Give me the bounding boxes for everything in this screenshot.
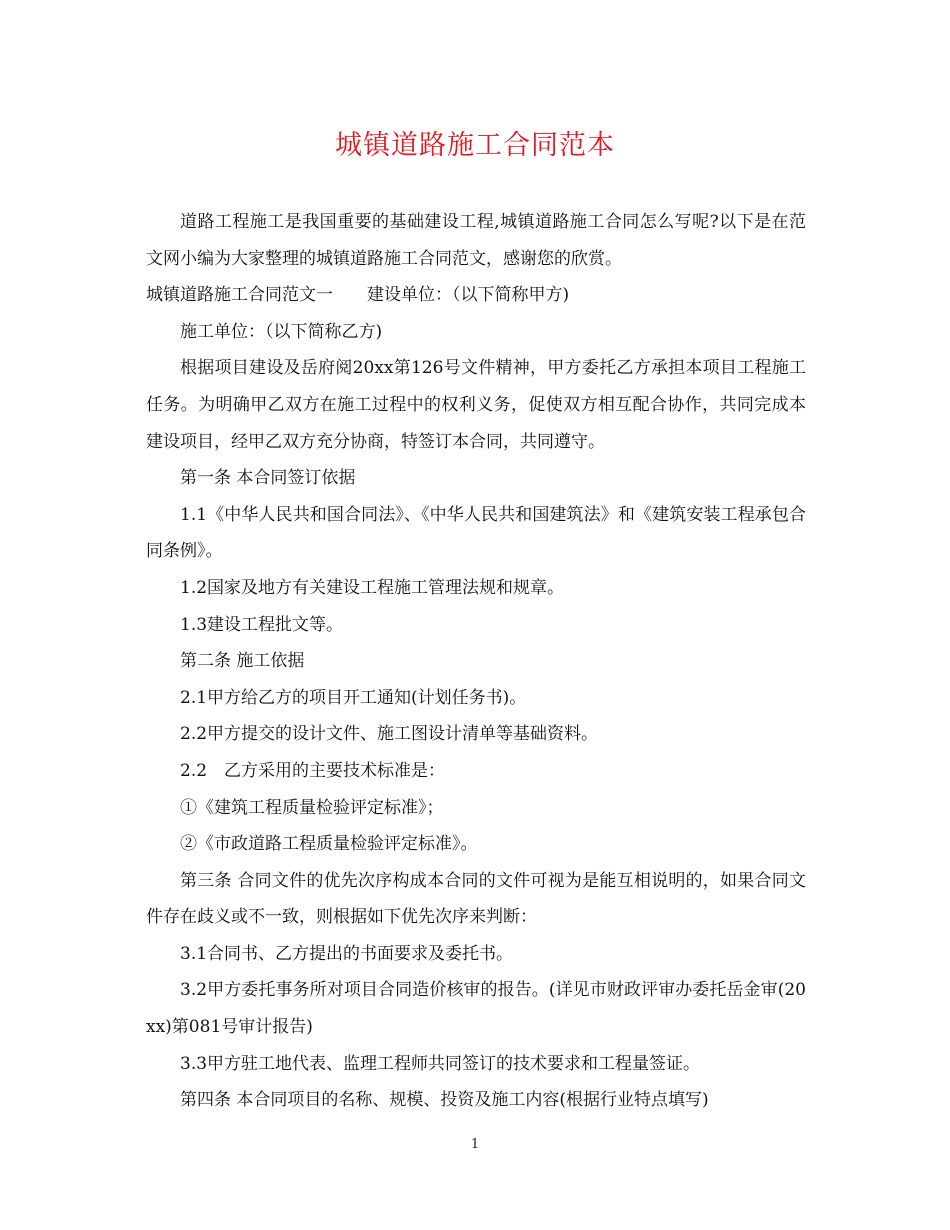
standard-item-2: ②《市政道路工程质量检验评定标准》。	[180, 834, 478, 855]
page-number: 1	[470, 1137, 480, 1152]
clause-2-2-standards: 2.2 乙方采用的主要技术标准是：	[180, 760, 446, 781]
contractor-line: 施工单位：（以下简称乙方)	[180, 321, 383, 342]
document-title: 城镇道路施工合同范本	[335, 130, 615, 161]
clause-1-2: 1.2国家及地方有关建设工程施工管理法规和规章。	[180, 577, 565, 598]
article-one-heading: 第一条 本合同签订依据	[180, 468, 356, 489]
article-three-paragraph: 第三条 合同文件的优先次序构成本合同的文件可视为是能互相说明的，如果合同文件存在歧义或不一致，则根据如下优先次序来判断：	[146, 870, 806, 928]
clause-2-2: 2.2甲方提交的设计文件、施工图设计清单等基础资料。	[180, 724, 599, 745]
preamble-paragraph: 根据项目建设及岳府阅20xx第126号文件精神，甲方委托乙方承担本项目工程施工任务。为明确甲乙双方在施工过程中的权利义务，促使双方相互配合协作，共同完成本建设项目，经甲乙双方充分协商，特签订本合同，共同遵守。	[146, 358, 806, 452]
article-four-heading: 第四条 本合同项目的名称、规模、投资及施工内容(根据行业特点填写)	[180, 1090, 709, 1111]
contract-sample-heading: 城镇道路施工合同范文一 建设单位：（以下简称甲方)	[146, 285, 570, 306]
clause-1-3: 1.3建设工程批文等。	[180, 614, 344, 635]
document-body	[146, 204, 806, 1119]
clause-3-1: 3.1合同书、乙方提出的书面要求及委托书。	[180, 943, 514, 964]
clause-3-3: 3.3甲方驻工地代表、监理工程师共同签订的技术要求和工程量签证。	[180, 1053, 701, 1074]
intro-paragraph: 道路工程施工是我国重要的基础建设工程,城镇道路施工合同怎么写呢?以下是在范文网小编为大家整理的城镇道路施工合同范文，感谢您的欣赏。	[146, 212, 806, 269]
article-two-heading: 第二条 施工依据	[180, 651, 305, 672]
standard-item-1: ①《建筑工程质量检验评定标准》；	[180, 797, 444, 818]
clause-2-1: 2.1甲方给乙方的项目开工通知(计划任务书)。	[180, 687, 527, 708]
clause-1-1: 1.1《中华人民共和国合同法》、《中华人民共和国建筑法》和《建筑安装工程承包合同条例》。	[146, 504, 806, 562]
clause-3-2: 3.2甲方委托事务所对项目合同造价核审的报告。(详见市财政评审办委托岳金审(20xx)第081号审计报告)	[146, 980, 806, 1038]
